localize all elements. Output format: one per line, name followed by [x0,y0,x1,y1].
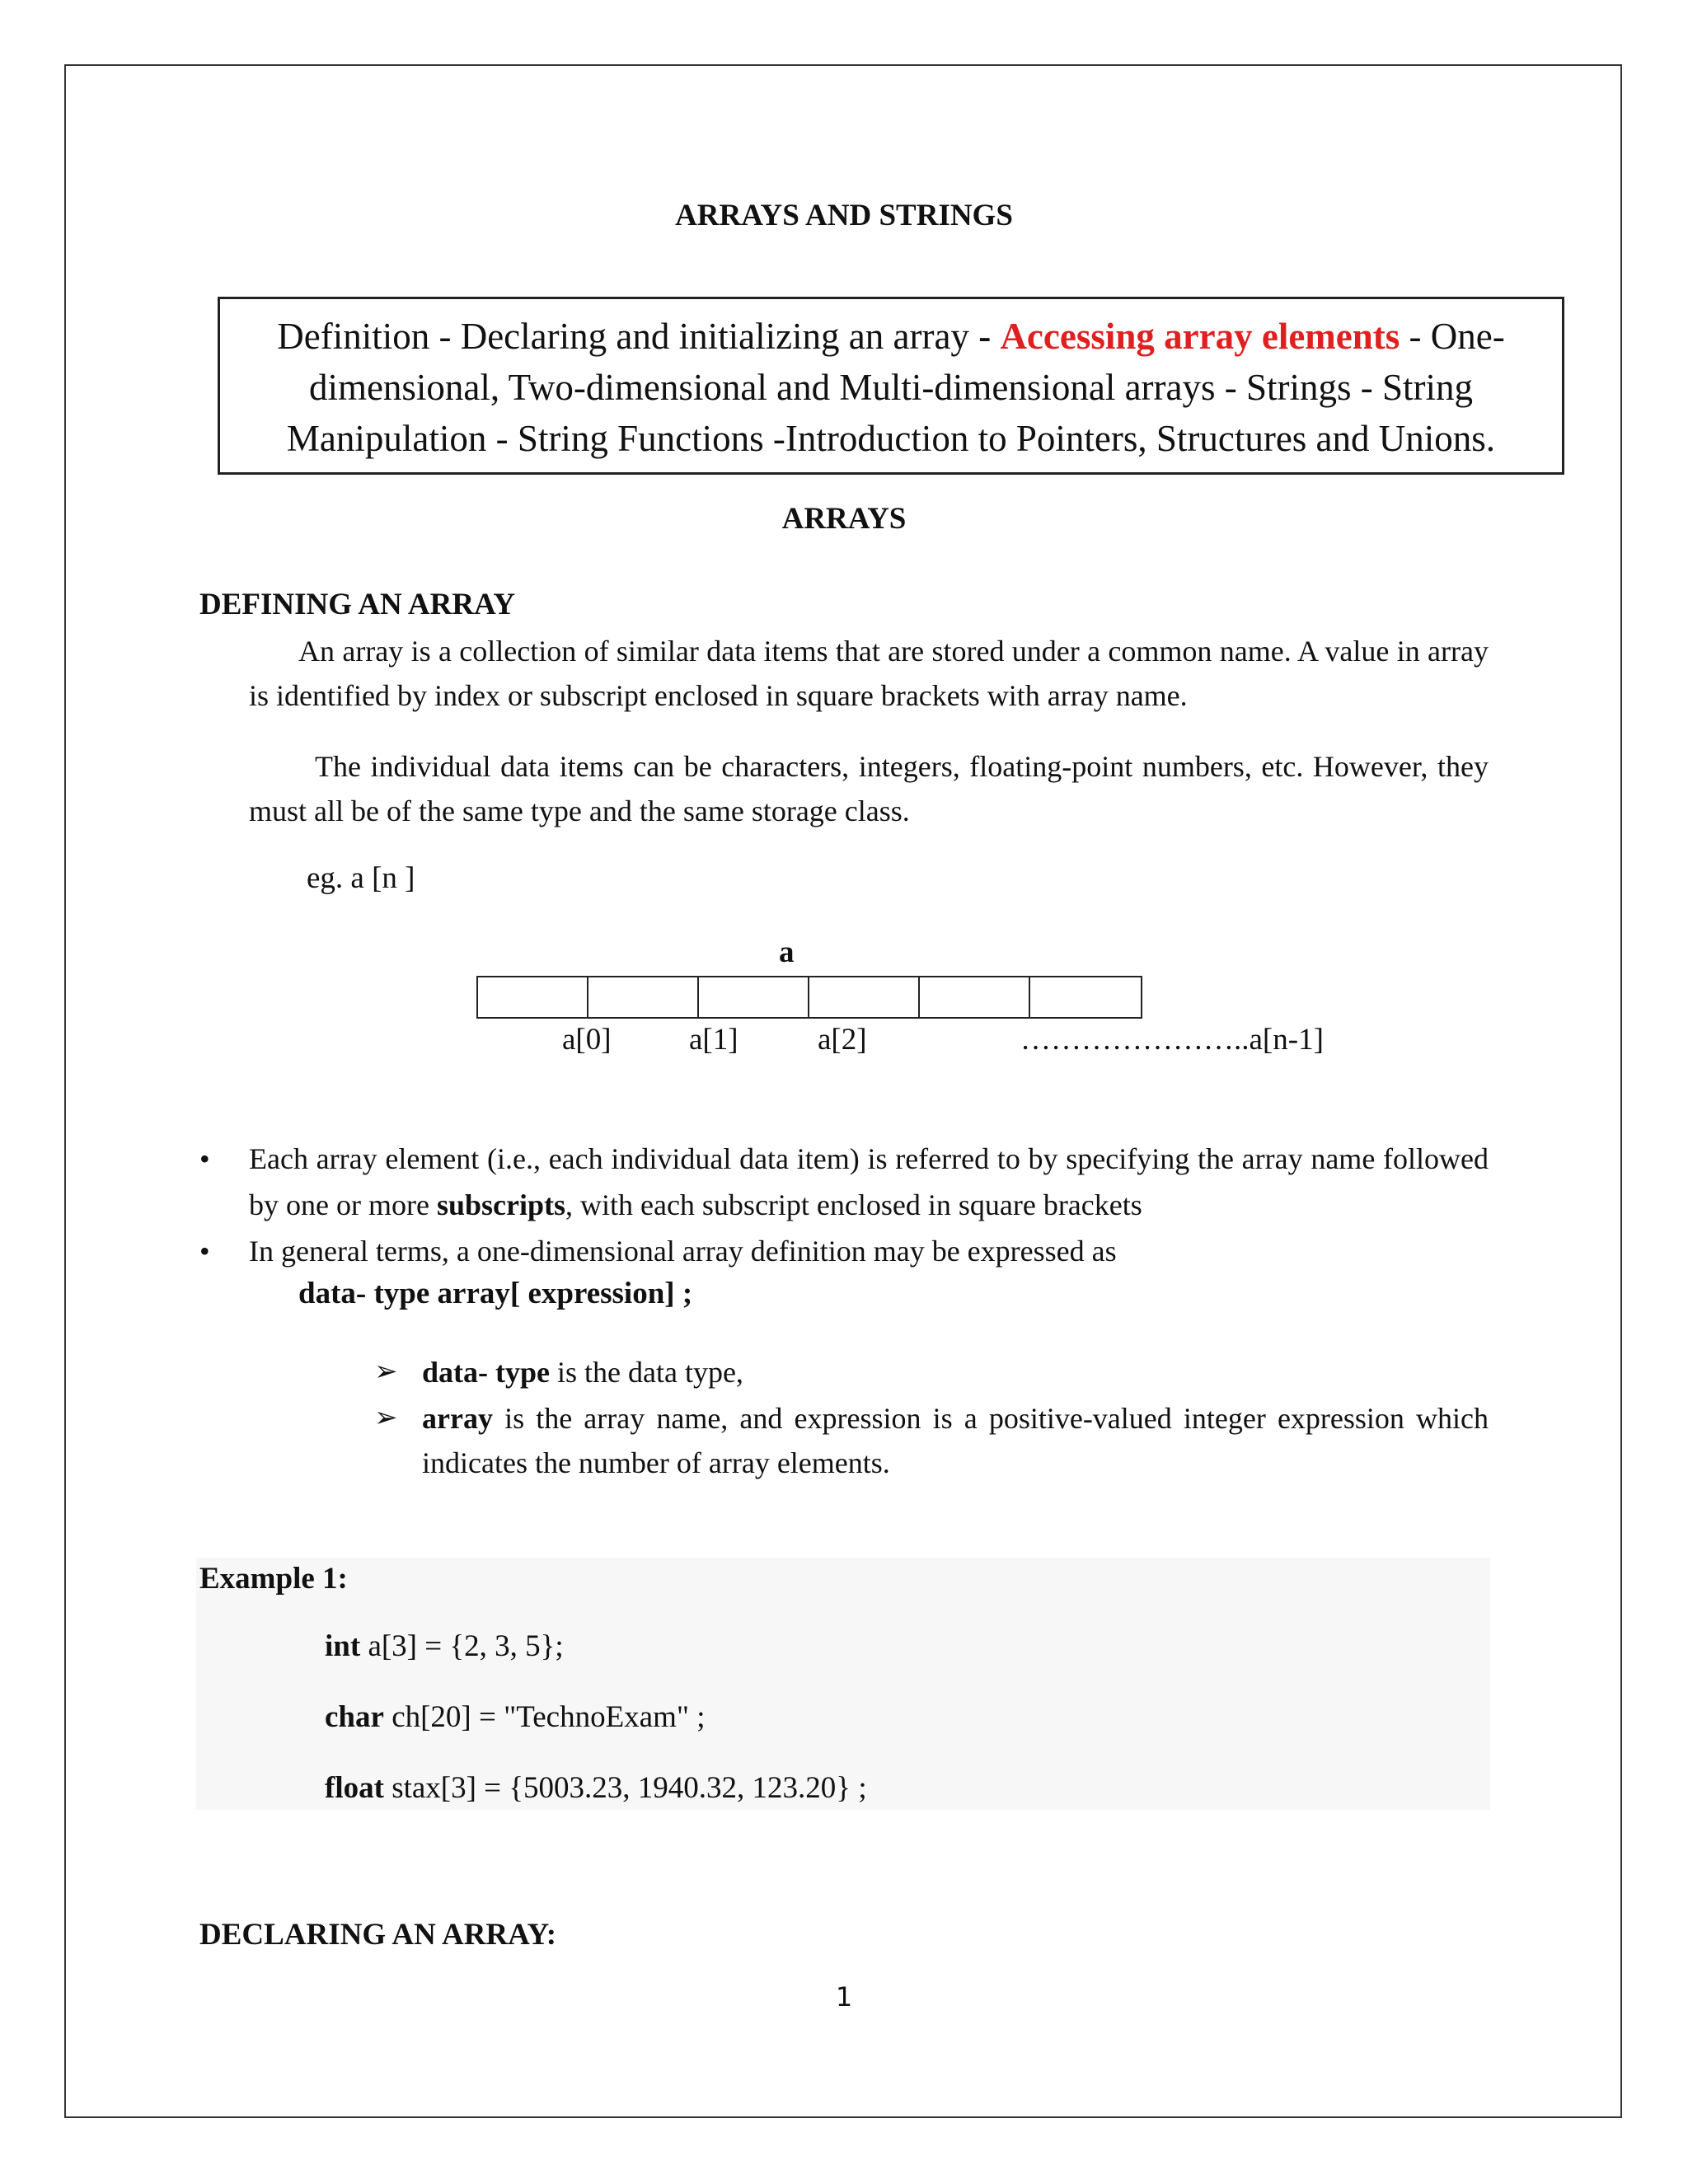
array-cell [478,977,588,1017]
bullet-text-part: , with each subscript enclosed in square brackets [565,1188,1142,1221]
heading-defining-array: DEFINING AN ARRAY [199,588,516,621]
code-text: stax[3] = {5003.23, 1940.32, 123.20} ; [383,1771,867,1805]
bullet-icon: • [199,1142,210,1175]
array-index-2: a[2] [818,1023,867,1057]
example-notation: eg. a [n ] [307,861,415,895]
code-line [325,1699,706,1735]
sub-item-text [422,1350,1489,1394]
section-title: ARRAYS [781,502,907,536]
array-cell [809,977,920,1017]
code-line [325,1770,867,1806]
sub-item-term: array [422,1402,493,1435]
array-index-0: a[0] [562,1023,612,1057]
syllabus-box [218,297,1564,475]
sub-item-desc: is the array name, and expression is a positive-valued integer expression which indicates the number of array elements. [422,1402,1489,1479]
array-syntax: data- type array[ expression] ; [298,1277,693,1310]
arrow-bullet-icon: ➢ [374,1357,398,1387]
code-keyword: int [325,1629,361,1663]
syllabus-dash: - [978,316,992,357]
bullet-bold-term: subscripts [436,1188,565,1221]
sub-item-text [422,1396,1489,1485]
heading-declaring-array: DECLARING AN ARRAY: [199,1918,557,1952]
code-keyword: char [325,1700,384,1734]
list-item [199,1228,1489,1274]
arrow-bullet-icon: ➢ [374,1403,398,1433]
array-diagram [476,976,1142,1019]
array-cell [588,977,699,1017]
code-keyword: float [325,1771,384,1805]
array-cell [699,977,809,1017]
sub-item-desc: is the data type, [550,1356,743,1389]
code-text: ch[20] = "TechnoExam" ; [383,1700,706,1734]
code-line [325,1629,564,1664]
paragraph-data-items: The individual data items can be characters, integers, floating-point numbers, etc. However, they must all be of the same type and the same storage class. [249,750,1489,827]
array-cell [1030,977,1141,1017]
array-index-last: …………………..a[n-1] [1020,1023,1324,1057]
array-diagram-label: a [779,935,795,969]
bullet-text: In general terms, a one-dimensional array definition may be expressed as [249,1235,1117,1268]
sub-list-item [374,1350,1489,1394]
paragraph-definition: An array is a collection of similar data items that are stored under a common name. A value in array is identified by index or subscript enclosed in square brackets with array name. [249,635,1489,712]
code-text: a[3] = {2, 3, 5}; [360,1629,564,1663]
syllabus-text-2: - One-dimensional, Two-dimensional and Multi-dimensional arrays - Strings - String Manipulation - String Functions -Introduction to Pointers, Structures and Unions. [286,316,1505,459]
bullet-text [249,1136,1489,1228]
array-cell [920,977,1030,1017]
page-number: 1 [835,1981,853,2013]
syllabus-highlight: Accessing array elements [1000,316,1400,357]
bullet-icon: • [199,1235,210,1268]
list-item [199,1136,1489,1228]
array-index-1: a[1] [689,1023,738,1057]
syllabus-text-1: Definition - Declaring and initializing an array [277,316,979,357]
bullet-text-part: Each array element (i.e., each individual data item) is referred to by specifying the array name followed by one or more [249,1142,1489,1221]
sub-item-term: data- type [422,1356,550,1389]
sub-list-item [374,1396,1489,1485]
example-title: Example 1: [199,1562,348,1596]
page-title: ARRAYS AND STRINGS [675,199,1013,232]
